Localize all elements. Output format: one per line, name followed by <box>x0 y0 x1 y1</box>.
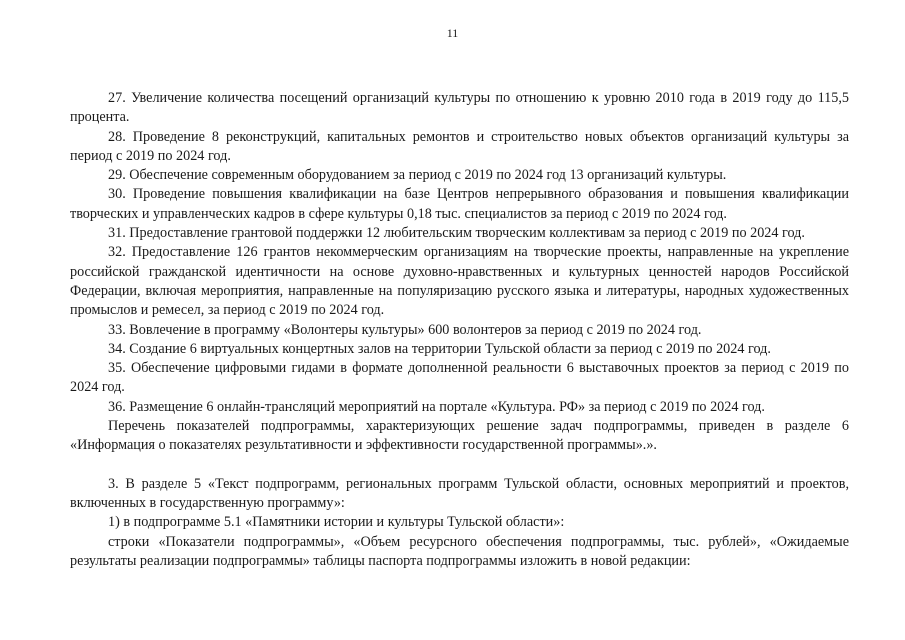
paragraph-item-34: 34. Создание 6 виртуальных концертных залов на территории Тульской области за период с 2019 по 2024 год. <box>108 340 771 357</box>
paragraph-item-35: 35. Обеспечение цифровыми гидами в формате дополненной реальности 6 выставочных проектов за период с 2019 по 2024 год. <box>70 360 849 396</box>
document-body <box>70 89 849 571</box>
paragraph-item-30: 30. Проведение повышения квалификации на базе Центров непрерывного образования и повышения квалификации творческих и управленческих кадров в сфере культуры 0,18 тыс. специалистов за период с 2019 по 2024 год. <box>70 186 849 222</box>
paragraph-indicators-list: Перечень показателей подпрограммы, характеризующих решение задач подпрограммы, приведен в разделе 6 «Информация о показателях результативности и эффективности государственной программы».». <box>70 418 849 454</box>
paragraph-item-32: 32. Предоставление 126 грантов некоммерческим организациям на творческие проекты, направленные на укрепление российской гражданской идентичности на основе духовно-нравственных и культурных ценностей народов Российской Федерации, включая мероприятия, направленные на популяризацию русского языка и литературы, народных художественных промыслов и ремесел, за период с 2019 по 2024 год. <box>70 244 849 319</box>
paragraph-item-28: 28. Проведение 8 реконструкций, капитальных ремонтов и строительство новых объектов организаций культуры за период с 2019 по 2024 год. <box>70 128 849 164</box>
page-number: 11 <box>446 26 459 40</box>
paragraph-item-36: 36. Размещение 6 онлайн-трансляций мероприятий на портале «Культура. РФ» за период с 2019 по 2024 год. <box>108 398 765 415</box>
paragraph-spacer <box>70 456 849 475</box>
paragraph-item-27: 27. Увеличение количества посещений организаций культуры по отношению к уровню 2010 года в 2019 году до 115,5 процента. <box>70 90 849 126</box>
paragraph-item-29: 29. Обеспечение современным оборудованием за период с 2019 по 2024 год 13 организаций культуры. <box>108 167 727 184</box>
paragraph-item-33: 33. Вовлечение в программу «Волонтеры культуры» 600 волонтеров за период с 2019 по 2024 год. <box>108 321 702 338</box>
paragraph-item-31: 31. Предоставление грантовой поддержки 12 любительским творческим коллективам за период с 2019 по 2024 год. <box>108 225 805 242</box>
section-3-intro: 3. В разделе 5 «Текст подпрограмм, региональных программ Тульской области, основных мероприятий и проектов, включенных в государственную программу»: <box>70 475 849 511</box>
section-3-item-1: 1) в подпрограмме 5.1 «Памятники истории и культуры Тульской области»: <box>108 514 565 531</box>
section-3-item-1-text: строки «Показатели подпрограммы», «Объем ресурсного обеспечения подпрограммы, тыс. рублей», «Ожидаемые результаты реализации подпрограммы» таблицы паспорта подпрограммы изложить в новой редакции: <box>70 533 849 569</box>
